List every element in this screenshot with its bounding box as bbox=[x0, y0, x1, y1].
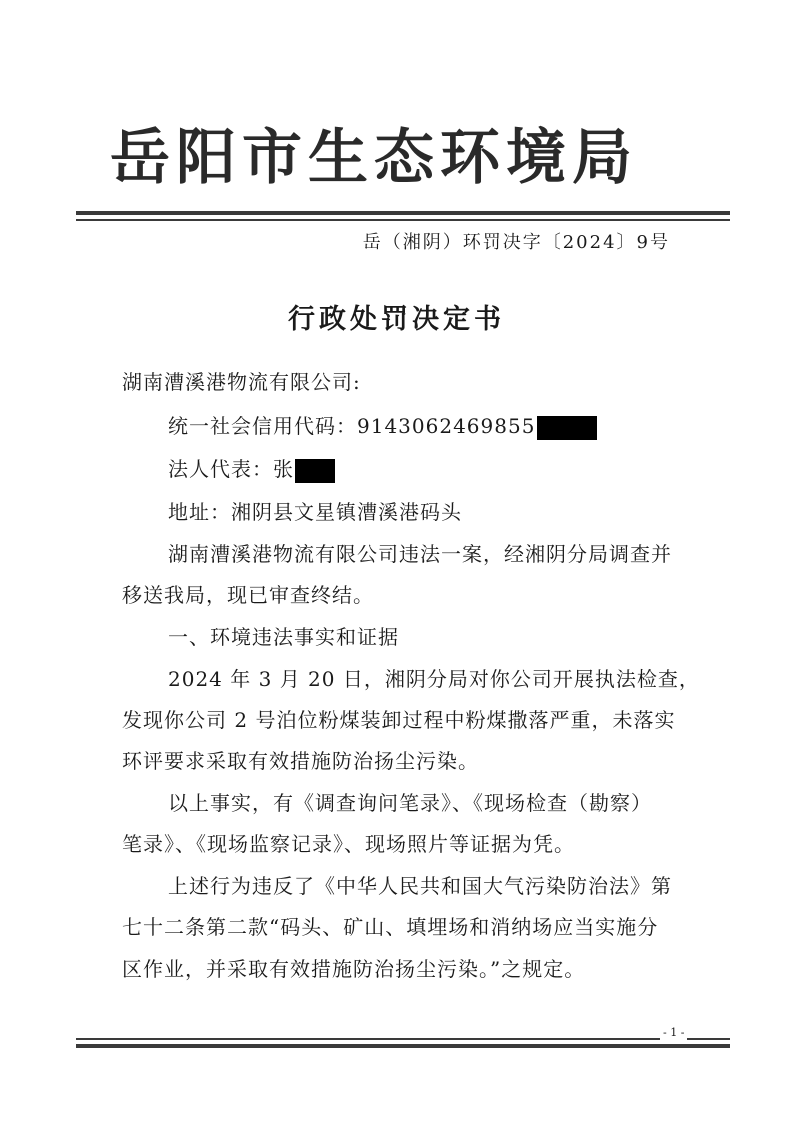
legal-rep-value: 张 bbox=[273, 457, 294, 481]
legal-rep-line bbox=[168, 454, 335, 484]
facts-line-2: 发现你公司 2 号泊位粉煤装卸过程中粉煤撒落严重，未落实 bbox=[122, 708, 676, 732]
agency-title: 岳阳市生态环境局 bbox=[110, 123, 638, 193]
facts-line-1: 2024 年 3 月 20 日，湘阴分局对你公司开展执法检查， bbox=[168, 667, 700, 691]
address-value: 湘阴县文星镇漕溪港码头 bbox=[231, 500, 462, 524]
document-title: 行政处罚决定书 bbox=[288, 304, 505, 335]
facts-line-3: 环评要求采取有效措施防治扬尘污染。 bbox=[122, 749, 479, 773]
document-number: 岳（湘阴）环罚决字〔2024〕9号 bbox=[362, 232, 670, 253]
intro-line-1: 湖南漕溪港物流有限公司违法一案，经湘阴分局调查并 bbox=[168, 542, 672, 566]
credit-code-line bbox=[168, 411, 597, 441]
credit-code-value: 9143062469855 bbox=[357, 414, 536, 438]
footer-rule-thin bbox=[76, 1038, 730, 1040]
address-label: 地址： bbox=[168, 500, 231, 524]
recipient-company: 湖南漕溪港物流有限公司: bbox=[122, 370, 361, 394]
violation-line-2: 七十二条第二款“码头、矿山、填埋场和消纳场应当实施分 bbox=[122, 915, 659, 939]
redaction-box bbox=[537, 416, 597, 440]
credit-code-label: 统一社会信用代码： bbox=[168, 414, 357, 438]
section-heading: 一、环境违法事实和证据 bbox=[168, 625, 399, 649]
violation-line-1: 上述行为违反了《中华人民共和国大气污染防治法》第 bbox=[168, 874, 672, 898]
page-number: - 1 - bbox=[660, 1026, 687, 1040]
address-line bbox=[168, 497, 462, 527]
header-rule-thick bbox=[76, 211, 730, 215]
legal-rep-label: 法人代表： bbox=[168, 457, 273, 481]
intro-line-2: 移送我局，现已审查终结。 bbox=[122, 583, 374, 607]
evidence-line-2: 笔录》、《现场监察记录》、现场照片等证据为凭。 bbox=[122, 832, 575, 856]
violation-line-3: 区作业，并采取有效措施防治扬尘污染。”之规定。 bbox=[122, 957, 586, 981]
footer-rule-thick bbox=[76, 1044, 730, 1048]
header-rule-thin bbox=[76, 219, 730, 221]
redaction-box bbox=[295, 459, 335, 483]
evidence-line-1: 以上事实，有《调查询问笔录》、《现场检查（勘察） bbox=[168, 791, 652, 815]
